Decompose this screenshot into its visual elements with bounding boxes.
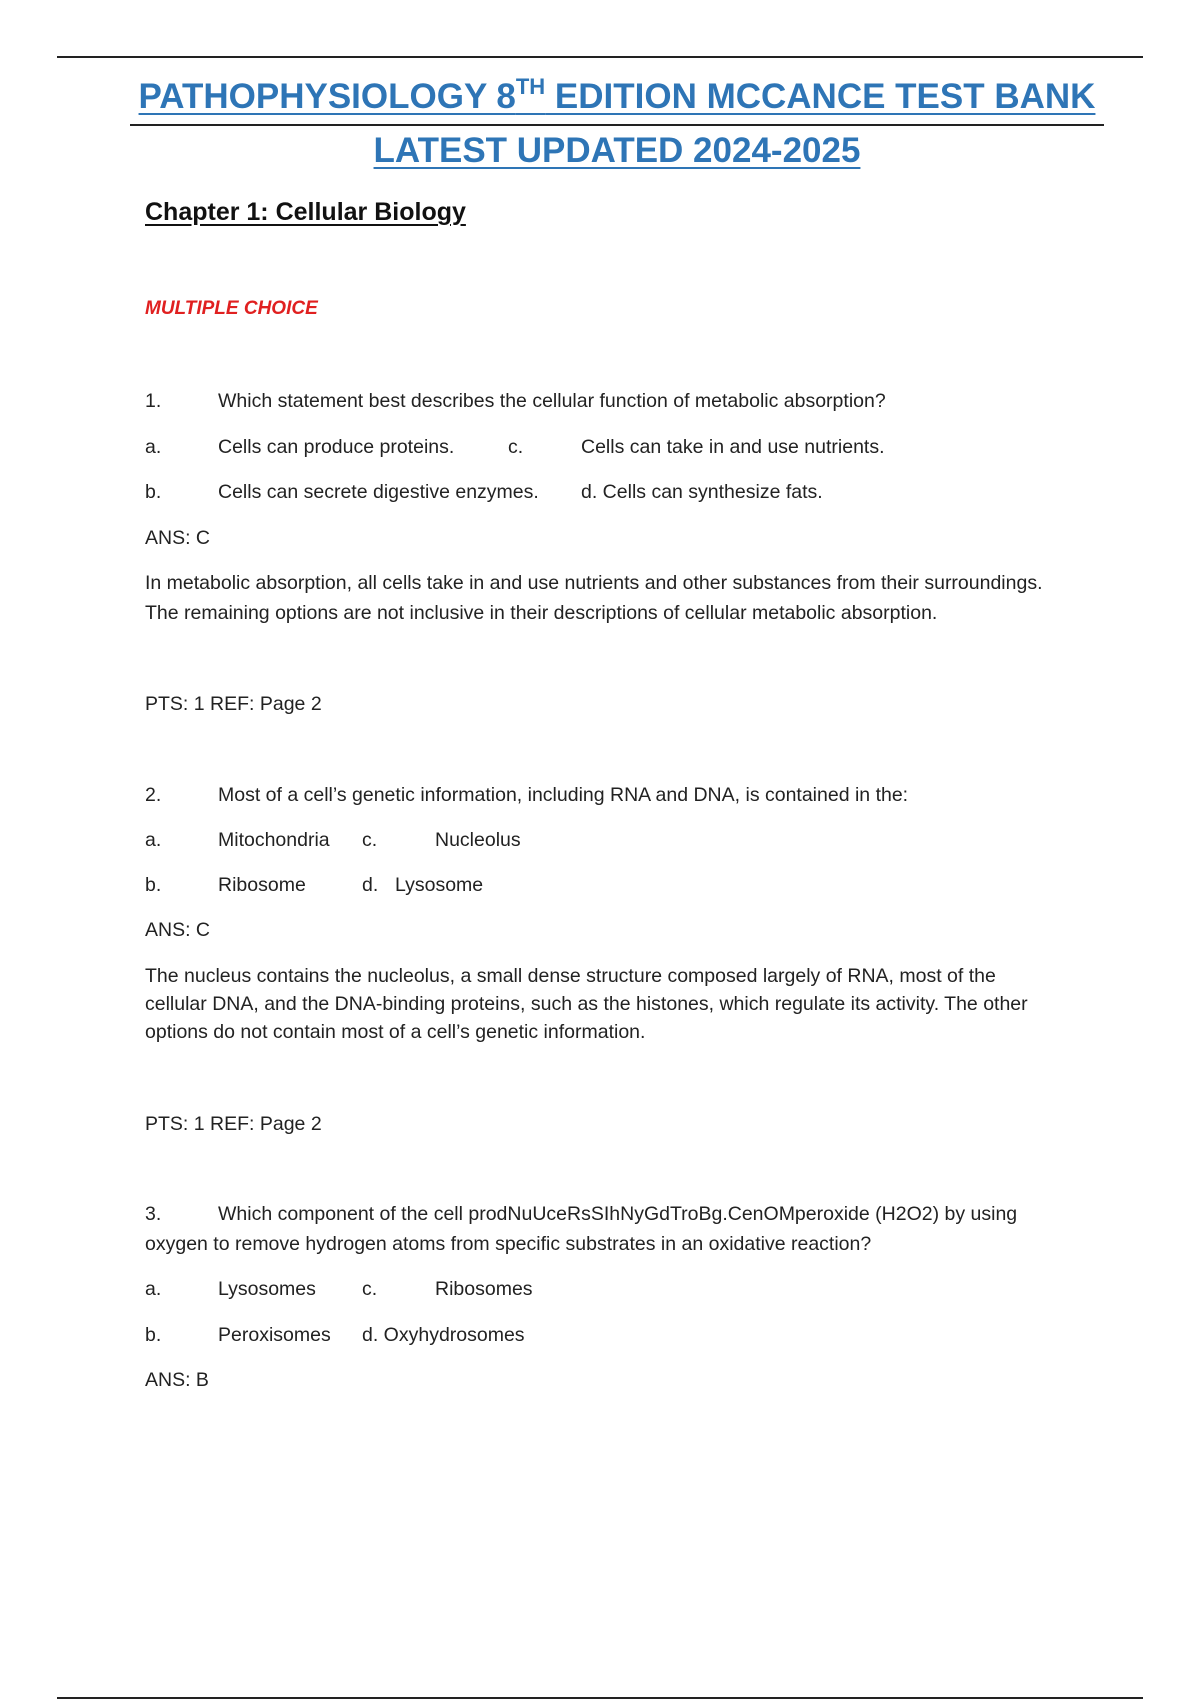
rationale-line: options do not contain most of a cell’s genetic information. (145, 1021, 646, 1043)
question-number: 3. (145, 1203, 162, 1225)
option-a-text: Lysosomes (218, 1278, 316, 1300)
question-number: 1. (145, 390, 162, 412)
document-title (130, 72, 1104, 176)
option-a-label: a. (145, 829, 162, 851)
title-superscript: TH (515, 74, 546, 99)
option-b-text: Ribosome (218, 874, 306, 896)
question-text: Which component of the cell prodNuUceRsSIhNyGdTroBg.CenOMperoxide (H2O2) by using (218, 1203, 1018, 1225)
rationale-line: The remaining options are not inclusive in their descriptions of cellular metabolic absorption. (145, 602, 938, 624)
chapter-heading: Chapter 1: Cellular Biology (145, 198, 466, 226)
answer: ANS: C (145, 919, 211, 941)
option-a-text: Mitochondria (218, 829, 330, 851)
rationale-line: In metabolic absorption, all cells take in and use nutrients and other substances from their surroundings. (145, 572, 1043, 594)
answer: ANS: B (145, 1369, 209, 1391)
option-a-text: Cells can produce proteins. (218, 436, 455, 458)
rationale-line: The nucleus contains the nucleolus, a small dense structure composed largely of RNA, most of the (145, 965, 996, 987)
points-reference: PTS: 1 REF: Page 2 (145, 693, 322, 715)
option-b-label: b. (145, 481, 162, 503)
option-a-label: a. (145, 436, 162, 458)
title-line-1: PATHOPHYSIOLOGY 8TH EDITION MCCANCE TEST BANK (130, 72, 1104, 126)
option-a-label: a. (145, 1278, 162, 1300)
section-heading: MULTIPLE CHOICE (145, 298, 318, 319)
option-c-text: Nucleolus (435, 829, 521, 851)
option-d-text: Lysosome (395, 874, 484, 896)
option-c-text: Cells can take in and use nutrients. (581, 436, 885, 458)
option-d-label: d. (362, 874, 379, 896)
question-text: Most of a cell’s genetic information, including RNA and DNA, is contained in the: (218, 784, 909, 806)
option-c-label: c. (362, 829, 378, 851)
top-rule (57, 56, 1143, 58)
option-b-label: b. (145, 1324, 162, 1346)
option-b-text: Peroxisomes (218, 1324, 331, 1346)
option-d-text: d. Cells can synthesize fats. (581, 481, 823, 503)
option-b-label: b. (145, 874, 162, 896)
option-b-text: Cells can secrete digestive enzymes. (218, 481, 539, 503)
question-text-continued: oxygen to remove hydrogen atoms from specific substrates in an oxidative reaction? (145, 1233, 872, 1255)
option-c-text: Ribosomes (435, 1278, 533, 1300)
option-c-label: c. (362, 1278, 378, 1300)
rationale-line: cellular DNA, and the DNA-binding proteins, such as the histones, which regulate its activity. The other (145, 993, 1028, 1015)
bottom-rule (57, 1697, 1143, 1699)
question-text: Which statement best describes the cellular function of metabolic absorption? (218, 390, 886, 412)
question-number: 2. (145, 784, 162, 806)
option-d-text: d. Oxyhydrosomes (362, 1324, 525, 1346)
answer: ANS: C (145, 527, 211, 549)
title-line-2: LATEST UPDATED 2024-2025 (373, 131, 861, 170)
points-reference: PTS: 1 REF: Page 2 (145, 1113, 322, 1135)
option-c-label: c. (508, 436, 524, 458)
